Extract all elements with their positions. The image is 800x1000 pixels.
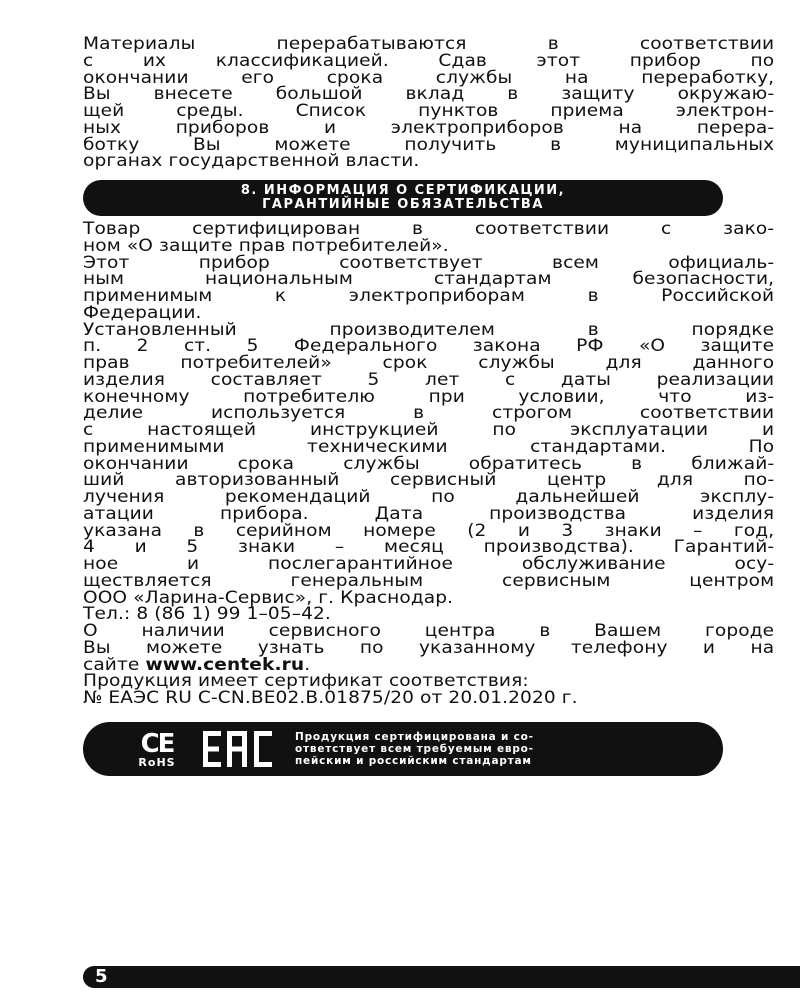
body-line: Товар сертифицирован в соответствии с зако- — [83, 219, 775, 239]
page-number: 5 — [95, 966, 108, 987]
intro-line: ных приборов и электроприборов на перера- — [83, 117, 775, 138]
body-line: ООО «Ларина-Сервис», г. Краснодар. — [83, 587, 454, 608]
certification-banner — [83, 722, 723, 776]
body-line: ший авторизованный сервисный центр для по- — [83, 470, 775, 491]
body-line: 4 и 5 знаки – месяц производства). Гарантий- — [83, 537, 775, 558]
body-line: окончании срока службы обратитесь в ближай- — [83, 453, 775, 474]
intro-paragraph — [83, 34, 775, 172]
certification-statement — [295, 731, 695, 767]
intro-line: Материалы перерабатываются в соответствии — [83, 34, 775, 54]
intro-line: щей среды. Список пунктов приема электрон- — [83, 101, 775, 121]
body-line: Вы можете узнать по указанному телефону и на — [83, 637, 775, 658]
ce-rohs-logo — [127, 731, 187, 769]
body-line: с настоящей инструкцией по эксплуатации и — [83, 420, 775, 440]
body-line: Федерации. — [83, 302, 202, 323]
certificate-label: Продукция имеет сертификат соответствия: — [83, 671, 529, 692]
website-suffix: . — [304, 654, 311, 675]
intro-line: органах государственной власти. — [83, 151, 420, 172]
ce-mark-icon: CE — [140, 729, 174, 759]
website-prefix: сайте — [83, 654, 146, 675]
body-line: делие используется в строгом соответствии — [83, 403, 775, 424]
body-line: п. 2 ст. 5 Федерального закона РФ «О защите — [83, 336, 775, 357]
footer-bar — [83, 966, 800, 988]
body-line: ное и послегарантийное обслуживание осу- — [83, 554, 775, 574]
intro-line: Вы внесете большой вклад в защиту окружаю- — [83, 84, 775, 105]
intro-line: с их классификацией. Сдав этот прибор по — [83, 50, 775, 71]
certification-line: пейским и российским стандартам — [295, 755, 532, 767]
body-line: применимым к электроприборам в Российской — [83, 286, 775, 306]
warranty-text — [83, 219, 775, 708]
section-title-line-2: ГАРАНТИЙНЫЕ ОБЯЗАТЕЛЬСТВА — [262, 197, 544, 212]
section-heading — [83, 180, 723, 216]
body-line: лучения рекомендаций по дальнейшей эксплу- — [83, 487, 775, 507]
body-line: изделия составляет 5 лет с даты реализации — [83, 369, 775, 390]
phone-line: Тел.: 8 (86 1) 99 1–05–42. — [83, 604, 331, 625]
body-line: Этот прибор соответствует всем официаль- — [83, 252, 775, 273]
body-line: прав потребителей» срок службы для данного — [83, 353, 775, 373]
body-line: указана в серийном номере (2 и 3 знаки – год, — [83, 520, 775, 541]
body-line: ном «О защите прав потребителей». — [83, 235, 449, 256]
body-line: ществляется генеральным сервисным центром — [83, 570, 775, 591]
body-line: применимыми техническими стандартами. По — [83, 436, 775, 457]
body-line: атации прибора. Дата производства изделия — [83, 503, 775, 524]
intro-line: окончании его срока службы на переработку, — [83, 67, 775, 88]
body-line: ным национальным стандартам безопасности, — [83, 269, 775, 290]
website-link[interactable]: www.centek.ru — [145, 654, 305, 675]
certification-line: Продукция сертифицирована и со- — [295, 731, 534, 743]
section-title-line-1: 8. ИНФОРМАЦИЯ О СЕРТИФИКАЦИИ, — [240, 183, 566, 198]
eac-mark-icon — [201, 729, 275, 769]
body-line: Установленный производителем в порядке — [83, 319, 775, 340]
intro-line: ботку Вы можете получить в муниципальных — [83, 134, 775, 155]
body-line: О наличии сервисного центра в Вашем городе — [83, 621, 775, 641]
rohs-label: RoHS — [138, 756, 176, 769]
body-line: конечному потребителю при условии, что из- — [83, 386, 775, 407]
certification-line: ответствует всем требуемым евро- — [295, 743, 534, 755]
certificate-number: № ЕАЭС RU С-CN.ВЕ02.В.01875/20 от 20.01.2020 г. — [83, 688, 578, 708]
